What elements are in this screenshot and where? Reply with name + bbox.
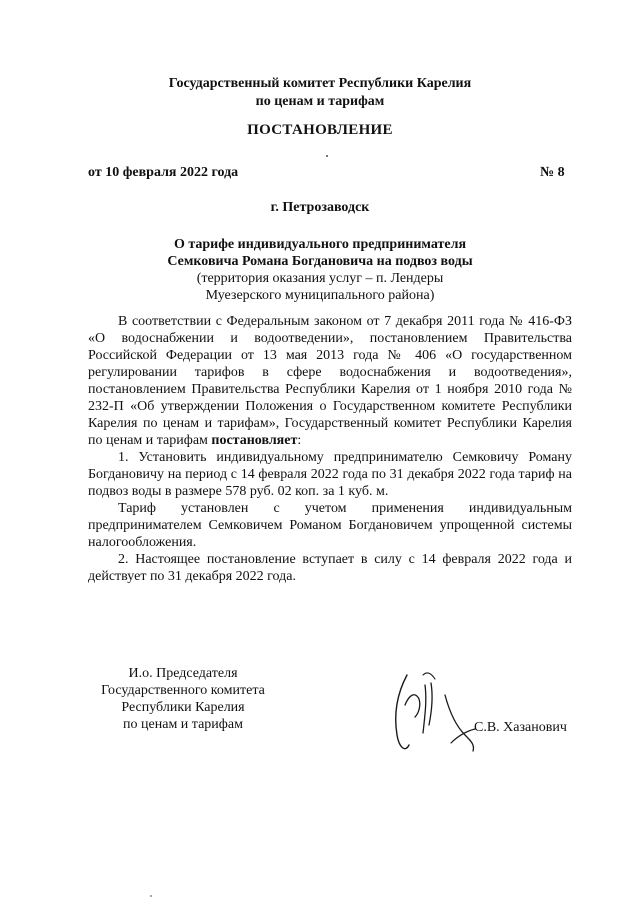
subject-line-2: Семковича Романа Богдановича на подвоз воды bbox=[167, 254, 473, 269]
signatory-line-1: И.о. Председателя bbox=[128, 666, 238, 681]
signatory-name: С.В. Хазанович bbox=[474, 720, 567, 735]
subject-line-3: (территория оказания услуг – п. Лендеры bbox=[196, 271, 444, 286]
resolves-word: постановляет bbox=[211, 433, 298, 448]
signatory-position bbox=[88, 665, 278, 733]
organization-header bbox=[0, 75, 640, 111]
resolves-colon: : bbox=[297, 433, 302, 448]
org-line-1: Государственный комитет Республики Карелия bbox=[168, 76, 472, 91]
document-title: ПОСТАНОВЛЕНИЕ bbox=[247, 122, 393, 138]
scan-dot bbox=[326, 155, 328, 157]
signatory-line-2: Государственного комитета bbox=[101, 683, 265, 698]
document-date: от 10 февраля 2022 года bbox=[88, 165, 239, 180]
scan-artifact bbox=[150, 895, 152, 897]
signatory-line-4: по ценам и тарифам bbox=[123, 717, 243, 732]
handwritten-signature bbox=[385, 655, 495, 765]
preamble-text: В соответствии с Федеральным законом от 7 декабря 2011 года № 416-ФЗ «О водоснабжении и водоотведении», постановлением Правительства Российской Федерации от 13 мая 2013 года № 406 «О государственном регулировании тарифов в сфере водоснабжения и водоотведения», постановлением Правительства Республики Карелия от 1 ноября 2010 года № 232-П «Об утверждении Положения о Государственном комитете Республики Карелия по ценам и тарифам», Государственный комитет Республики Карелия по ценам и тарифам bbox=[88, 314, 572, 448]
signatory-line-3: Республики Карелия bbox=[121, 700, 245, 715]
preamble-paragraph bbox=[88, 313, 572, 449]
document-body bbox=[88, 313, 572, 585]
org-line-2: по ценам и тарифам bbox=[255, 94, 385, 109]
document-subject bbox=[0, 236, 640, 304]
item-1-note-paragraph: Тариф установлен с учетом применения индивидуальным предпринимателем Семковичем Романом Богдановичем упрощенной системы налогообложения. bbox=[88, 501, 572, 550]
subject-line-1: О тарифе индивидуального предпринимателя bbox=[173, 237, 467, 252]
document-city: г. Петрозаводск bbox=[270, 200, 370, 215]
item-1-paragraph: 1. Установить индивидуальному предпринимателю Семковичу Роману Богдановичу на период с 14 февраля 2022 года по 31 декабря 2022 года тариф на подвоз воды в размере 578 руб. 02 коп. за 1 куб. м. bbox=[88, 450, 572, 499]
document-number: № 8 bbox=[540, 165, 565, 180]
subject-line-4: Муезерского муниципального района) bbox=[205, 288, 435, 303]
item-2-paragraph: 2. Настоящее постановление вступает в силу с 14 февраля 2022 года и действует по 31 декабря 2022 года. bbox=[88, 552, 572, 584]
